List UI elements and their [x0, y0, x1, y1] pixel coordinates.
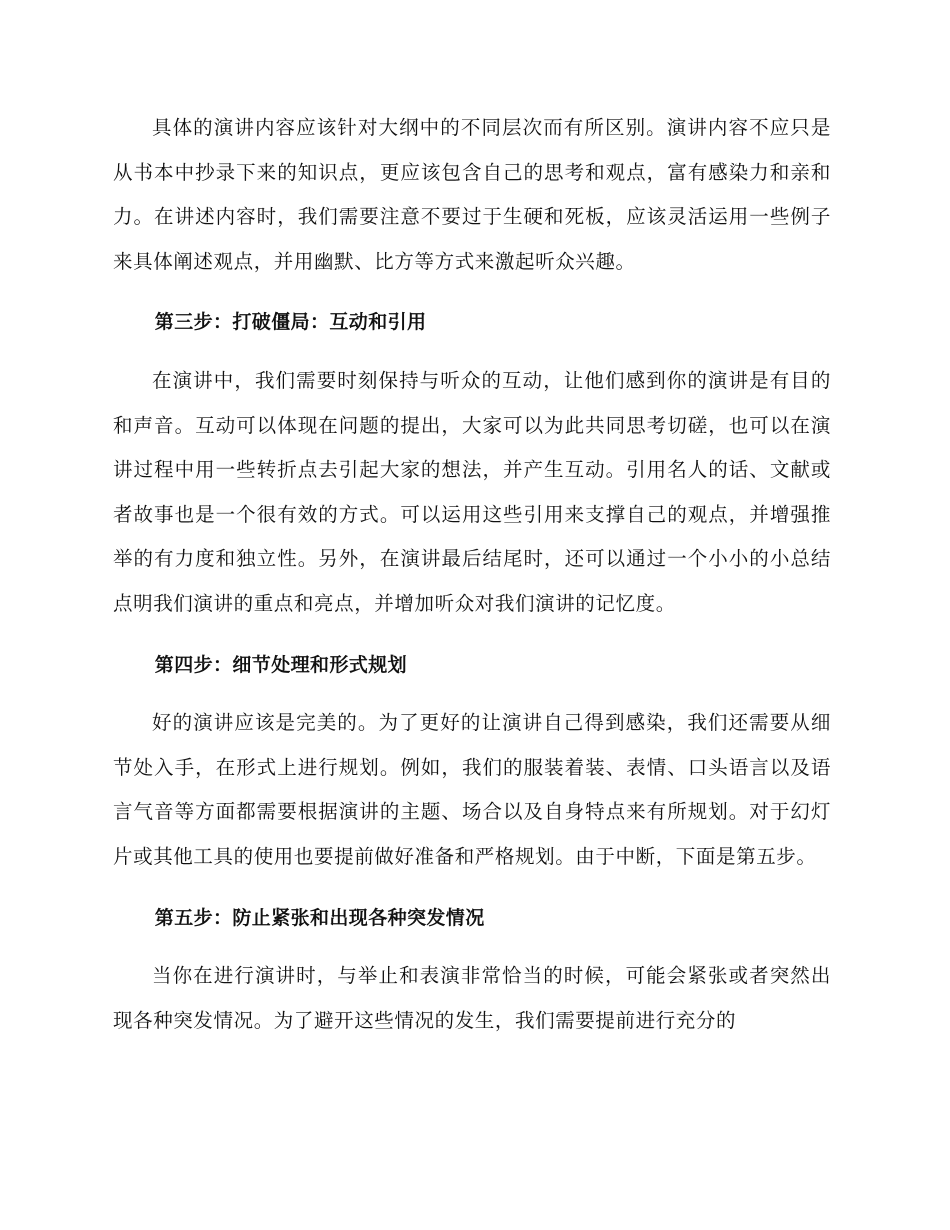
section-heading-step-3: 第三步：打破僵局：互动和引用	[154, 311, 427, 334]
document-page	[113, 106, 831, 1043]
section-heading-step-5: 第五步：防止紧张和出现各种突发情况	[154, 906, 485, 929]
section-body-step-4: 好的演讲应该是完美的。为了更好的让演讲自己得到感染，我们还需要从细节处入手，在形式上进行规划。例如，我们的服装着装、表情、口头语言以及语言气音等方面都需要根据演讲的主题、场合以及自身特点来有所规划。对于幻灯片或其他工具的使用也要提前做好准备和严格规划。由于中断，下面是第五步。	[113, 711, 831, 868]
section-body-step-3: 在演讲中，我们需要时刻保持与听众的互动，让他们感到你的演讲是有目的和声音。互动可以体现在问题的提出，大家可以为此共同思考切磋，也可以在演讲过程中用一些转折点去引起大家的想法，并产生互动。引用名人的话、文献或者故事也是一个很有效的方式。可以运用这些引用来支撑自己的观点，并增强推举的有力度和独立性。另外，在演讲最后结尾时，还可以通过一个小小的小总结点明我们演讲的重点和亮点，并增加听众对我们演讲的记忆度。	[113, 368, 831, 615]
section-heading-step-4: 第四步：细节处理和形式规划	[154, 653, 407, 676]
section-body-step-5: 当你在进行演讲时，与举止和表演非常恰当的时候，可能会紧张或者突然出现各种突发情况。为了避开这些情况的发生，我们需要提前进行充分的	[113, 964, 831, 1032]
intro-paragraph: 具体的演讲内容应该针对大纲中的不同层次而有所区别。演讲内容不应只是从书本中抄录下来的知识点，更应该包含自己的思考和观点，富有感染力和亲和力。在讲述内容时，我们需要注意不要过于生硬和死板，应该灵活运用一些例子来具体阐述观点，并用幽默、比方等方式来激起听众兴趣。	[113, 116, 831, 273]
